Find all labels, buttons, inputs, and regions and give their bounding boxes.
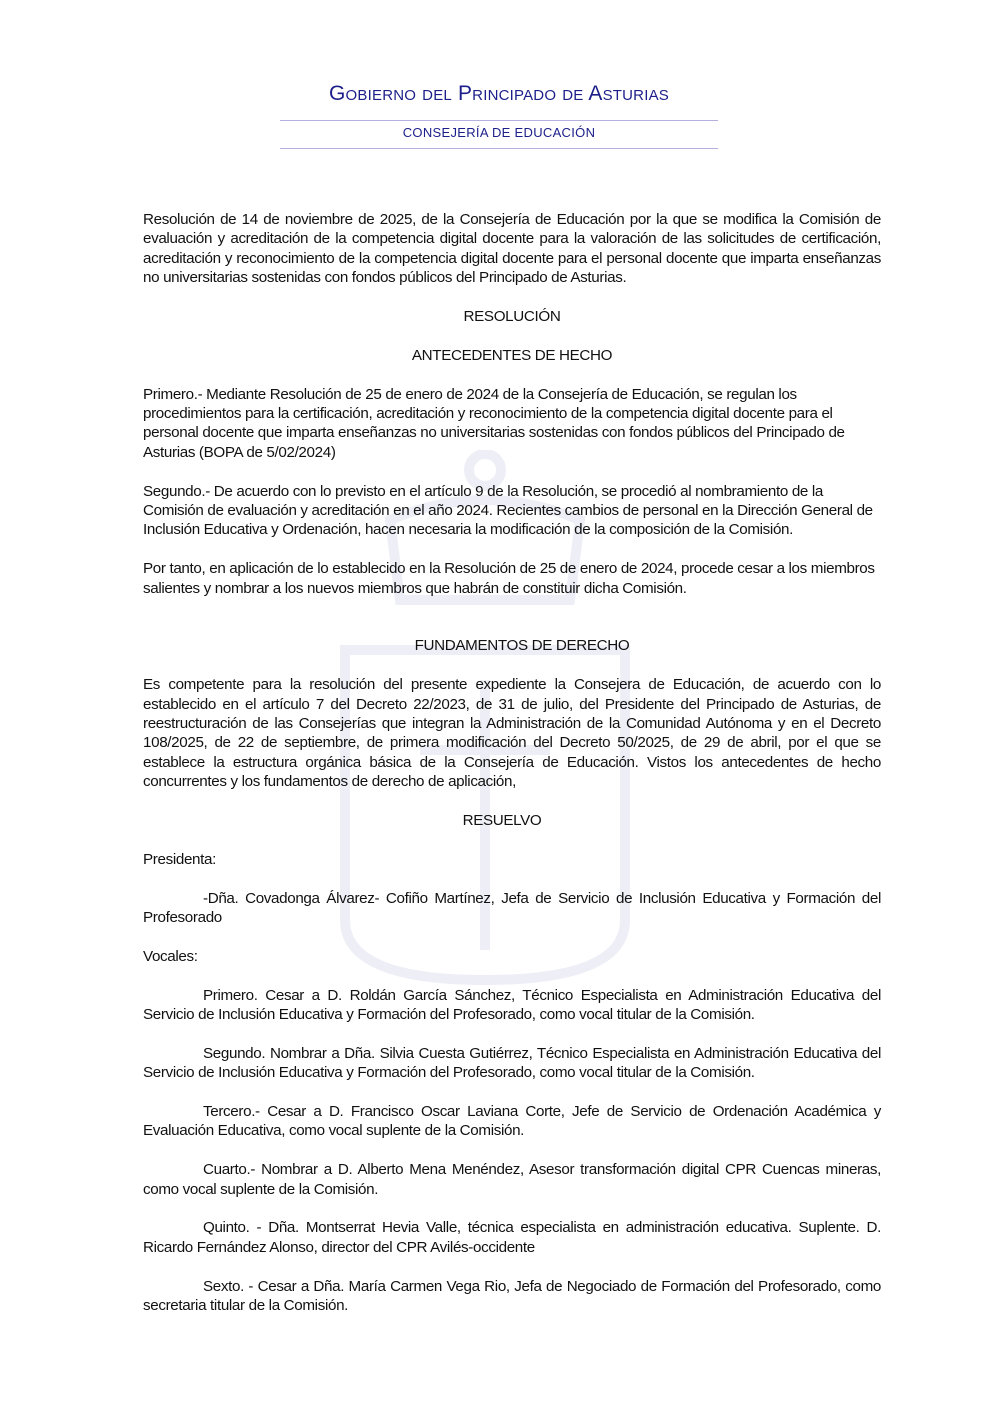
header-divider (280, 120, 718, 121)
vocal-item: Cuarto.- Nombrar a D. Alberto Mena Menéndez, Asesor transformación digital CPR Cuencas mineras, como vocal suplente de la Comisión. (143, 1161, 881, 1198)
vocal-item: Tercero.- Cesar a D. Francisco Oscar Laviana Corte, Jefe de Servicio de Ordenación Académica y Evaluación Educativa, como vocal suplente de la Comisión. (143, 1103, 881, 1140)
department-title: CONSEJERÍA DE EDUCACIÓN (402, 125, 596, 140)
intro-paragraph: Resolución de 14 de noviembre de 2025, de la Consejería de Educación por la que se modifica la Comisión de evaluación y acreditación de la competencia digital docente para la valoración de las solicitudes de certificación, acreditación y reconocimiento de la competencia digital docente para el personal docente que imparta enseñanzas no universitarias sostenidas con fondos públicos del Principado de Asturias. (143, 211, 881, 287)
antecedente-paragraph: Por tanto, en aplicación de lo establecido en la Resolución de 25 de enero de 2024, procede cesar a los miembros salientes y nombrar a los nuevos miembros que habrán de constituir dicha Comisión. (143, 560, 875, 597)
antecedente-paragraph: Primero.- Mediante Resolución de 25 de enero de 2024 de la Consejería de Educación, se regulan los procedimientos para la certificación, acreditación y reconocimiento de la competencia digital docente para el personal docente que imparta enseñanzas no universitarias sostenidas con fondos públicos del Principado de Asturias (BOPA de 5/02/2024) (143, 385, 845, 461)
antecedente-paragraph: Segundo.- De acuerdo con lo previsto en el artículo 9 de la Resolución, se procedió al nombramiento de la Comisión de evaluación y acreditación en el año 2024. Recientes cambios de personal en la Dirección General de Inclusión Educativa y Ordenación, hacen necesaria la modificación de la composición de la Comisión. (143, 482, 873, 539)
government-title: Gobierno del Principado de Asturias (329, 82, 669, 105)
vocales-label: Vocales: (143, 947, 198, 965)
vocal-item: Sexto. - Cesar a Dña. María Carmen Vega Rio, Jefa de Negociado de Formación del Profesorado, como secretaria titular de la Comisión. (143, 1277, 881, 1315)
heading-resolucion: RESOLUCIÓN (463, 308, 561, 326)
header-divider (280, 148, 718, 149)
heading-antecedentes: ANTECEDENTES DE HECHO (411, 346, 613, 364)
heading-fundamentos: FUNDAMENTOS DE DERECHO (414, 637, 630, 655)
heading-resuelvo: RESUELVO (462, 812, 542, 830)
vocal-item: Quinto. - Dña. Montserrat Hevia Valle, técnica especialista en administración educativa. Suplente. D. Ricardo Fernández Alonso, director del CPR Avilés-occidente (143, 1219, 881, 1256)
presidenta-label: Presidenta: (143, 850, 216, 868)
document-body (143, 210, 881, 1335)
fundamentos-paragraph: Es competente para la resolución del presente expediente la Consejera de Educación, de acuerdo con lo establecido en el artículo 7 del Decreto 22/2023, de 31 de julio, del Presidente del Principado de Asturias, de reestructuración de las Consejerías que integran la Administración de la Comunidad Autónoma y en el Decreto 108/2025, de 22 de septiembre, de primera modificación del Decreto 50/2025, de 29 de abril, por el que se establece la estructura orgánica básica de la Consejería de Educación. Vistos los antecedentes de hecho concurrentes y los fundamentos de derecho de aplicación, (143, 676, 881, 791)
vocal-item: Segundo. Nombrar a Dña. Silvia Cuesta Gutiérrez, Técnico Especialista en Administración Educativa del Servicio de Inclusión Educativa y Formación del Profesorado, como vocal titular de la Comisión. (143, 1044, 881, 1082)
presidenta-text: -Dña. Covadonga Álvarez- Cofiño Martínez, Jefa de Servicio de Inclusión Educativa y Formación del Profesorado (143, 889, 881, 927)
vocal-item: Primero. Cesar a D. Roldán García Sánchez, Técnico Especialista en Administración Educativa del Servicio de Inclusión Educativa y Formación del Profesorado, como vocal titular de la Comisión. (143, 986, 881, 1024)
